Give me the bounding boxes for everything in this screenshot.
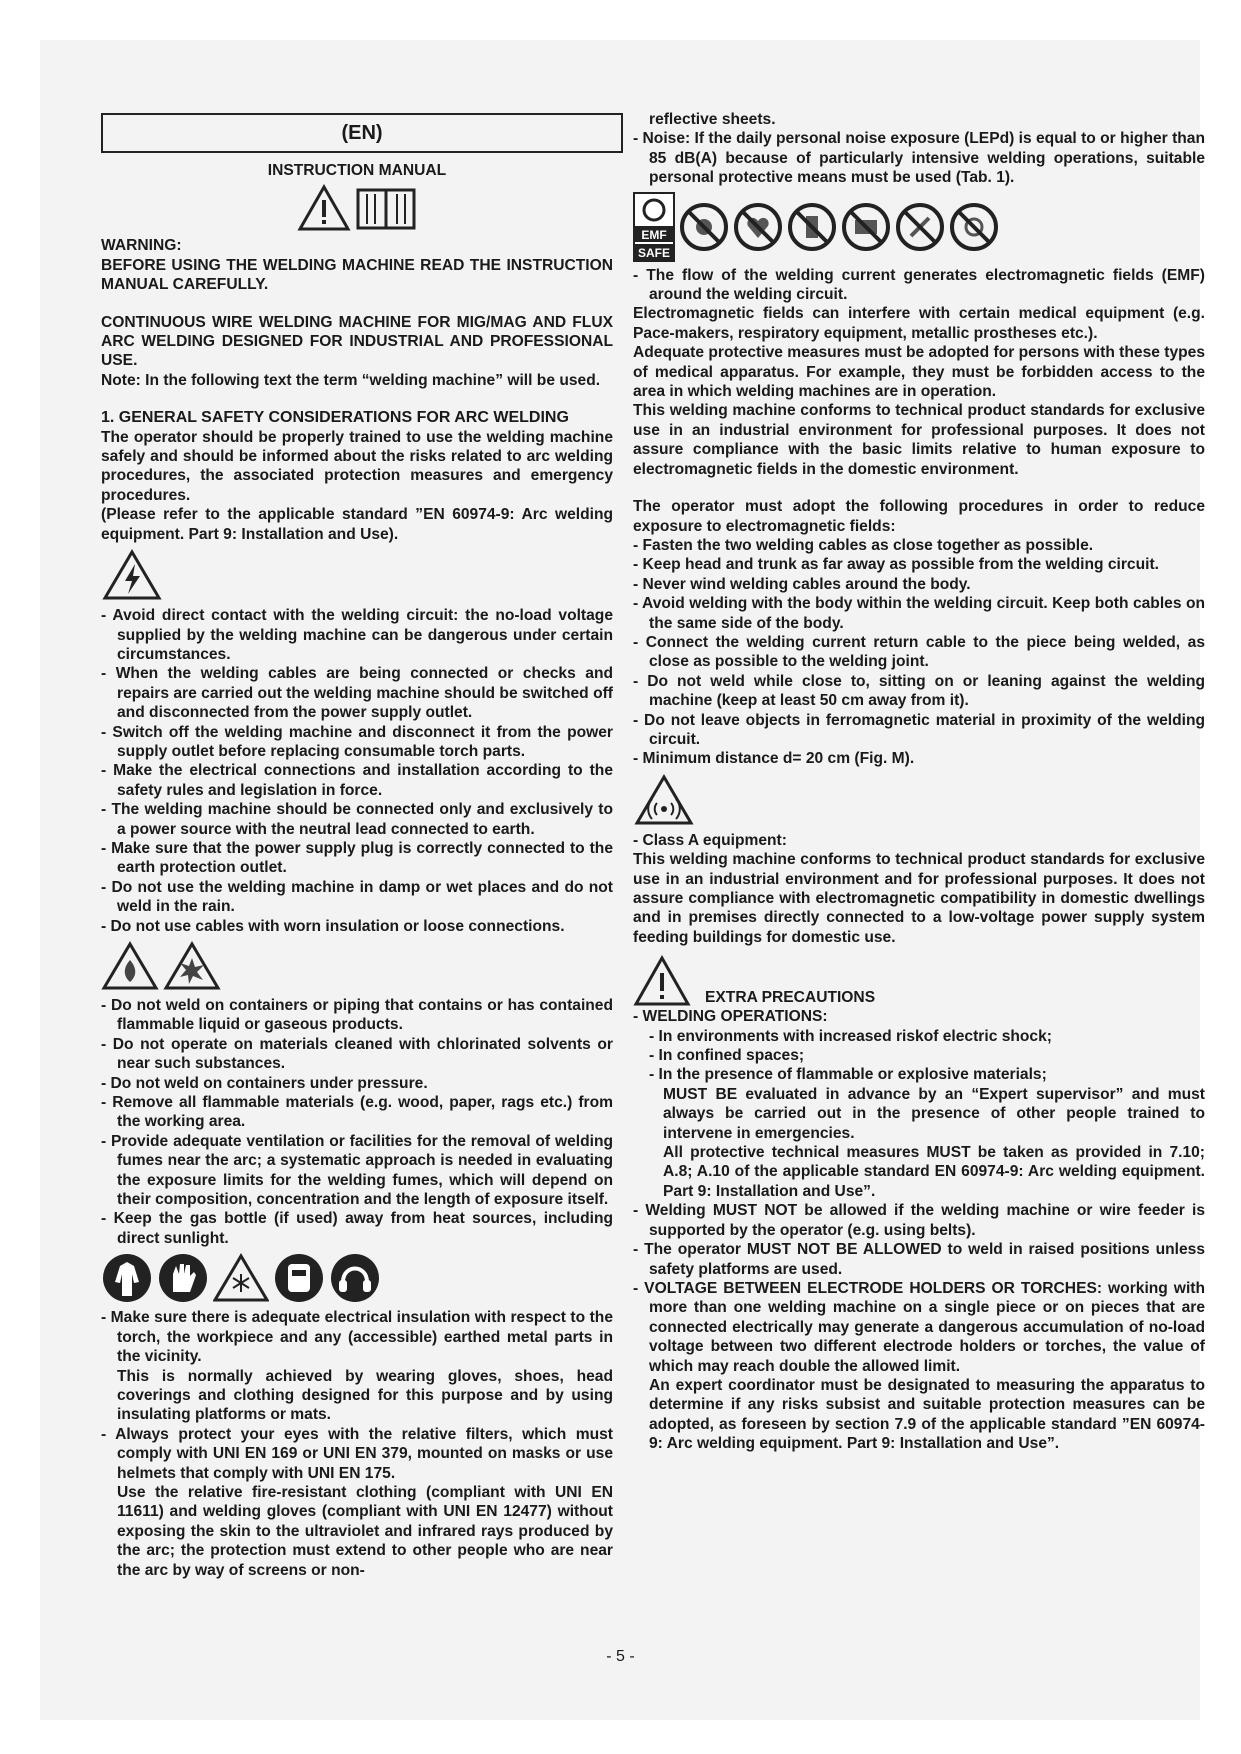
warning-triangle-icon	[297, 184, 351, 232]
book-manual-icon	[355, 184, 417, 232]
emf-prohibition-icons	[633, 192, 1205, 262]
section-paragraph: The operator should be properly trained to use the welding machine safely and should be informed about the risks related to arc welding procedures, the associated protection measures and emergency procedures.	[101, 428, 613, 504]
list-item: - The welding machine should be connected only and exclusively to a power source with the neutral lead connected to earth.	[101, 801, 613, 838]
protective-clothing-icon	[101, 1252, 153, 1304]
list-item: - Do not use the welding machine in damp or wet places and do not weld in the rain.	[101, 878, 613, 916]
list-item: - Switch off the welding machine and disconnect it from the power supply outlet before replacing consumable torch parts.	[101, 723, 613, 760]
left-column	[101, 113, 613, 1580]
no-contact-icon	[679, 202, 729, 252]
no-pacemaker-icon	[733, 202, 783, 252]
fire-hazard-list	[101, 996, 613, 1248]
list-item: - Do not use cables with worn insulation or loose connections.	[101, 917, 565, 935]
welding-operations-heading: - WELDING OPERATIONS:	[633, 1008, 828, 1026]
no-electronic-device-icon	[841, 202, 891, 252]
electric-hazard-icons	[101, 548, 613, 602]
coordinator-text: An expert coordinator must be designated to measuring the apparatus to determine if any risks subsist and suitable protection measures can be adopted, as foreseen by section 7.9 of the applicable standard ”EN 60974-9: Arc welding equipment. Part 9: Installation and Use”.	[649, 1376, 1205, 1453]
emf-paragraph: Adequate protective measures must be adopted for persons with these types of medical apparatus. For example, they must be forbidden access to the area in which welding machines are in operation.	[633, 344, 1205, 401]
no-tools-icon	[895, 202, 945, 252]
list-item: - The operator MUST NOT BE ALLOWED to weld in raised positions unless safety platforms are used.	[633, 1241, 1205, 1278]
list-item: - Never wind welding cables around the body.	[633, 575, 971, 593]
list-item: - Minimum distance d= 20 cm (Fig. M).	[633, 750, 915, 768]
list-item: - Do not leave objects in ferromagnetic material in proximity of the welding circuit.	[633, 711, 1205, 748]
list-item: - Keep head and trunk as far away as possible from the welding circuit.	[633, 556, 1159, 574]
list-item: - Remove all flammable materials (e.g. wood, paper, rags etc.) from the working area.	[101, 1094, 613, 1131]
list-item: - Avoid direct contact with the welding circuit: the no-load voltage supplied by the welding machine can be dangerous under certain circumstances.	[101, 607, 613, 663]
emf-safe-badge-icon	[633, 192, 675, 262]
operations-list	[633, 1027, 1205, 1085]
list-item: - Do not weld on containers or piping that contains or has contained flammable liquid or gaseous products.	[101, 997, 613, 1034]
list-item: - In environments with increased riskof electric shock;	[649, 1027, 1052, 1045]
product-description: CONTINUOUS WIRE WELDING MACHINE FOR MIG/MAG AND FLUX ARC WELDING DESIGNED FOR INDUSTRIAL AND PROFESSIONAL USE.	[101, 313, 613, 370]
extra-precautions-header	[633, 955, 1205, 1007]
list-item: - Keep the gas bottle (if used) away from heat sources, including direct sunlight.	[101, 1210, 613, 1247]
emf-item: - The flow of the welding current generates electromagnetic fields (EMF) around the welding circuit.	[633, 266, 1205, 304]
right-column	[633, 110, 1205, 1454]
list-item: - In the presence of flammable or explosive materials;	[649, 1066, 1047, 1084]
warning-label: WARNING:	[101, 237, 182, 255]
electric-hazard-list	[101, 606, 613, 936]
list-item: - Provide adequate ventilation or facilities for the removal of welding fumes near the arc; a systematic approach is needed in evaluating the exposure limits for the welding fumes, which will depend on their composition, concentration and the length of exposure itself.	[101, 1132, 613, 1209]
language-tag: (EN)	[101, 113, 623, 153]
list-item: - VOLTAGE BETWEEN ELECTRODE HOLDERS OR TORCHES: working with more than one welding machine on a single piece or on pieces that are connected electrically may generate a dangerous accumulation of no-load voltage between two different electrode holders or torches, the value of which may reach double the allowed limit.	[633, 1279, 1205, 1375]
extra-precautions-list	[633, 1201, 1205, 1376]
electric-shock-icon	[101, 548, 163, 602]
list-item: - Make sure that the power supply plug is correctly connected to the earth protection outlet.	[101, 839, 613, 877]
warning-text: BEFORE USING THE WELDING MACHINE READ THE INSTRUCTION MANUAL CAREFULLY.	[101, 256, 613, 294]
list-item: - Avoid welding with the body within the welding circuit. Keep both cables on the same side of the body.	[633, 595, 1205, 632]
operations-note: MUST BE evaluated in advance by an “Expert supervisor” and must always be carried out in the presence of other people trained to intervene in emergencies.	[663, 1085, 1205, 1142]
list-item: - In confined spaces;	[649, 1047, 805, 1065]
list-item: - Welding MUST NOT be allowed if the welding machine or wire feeder is supported by the operator (e.g. using belts).	[633, 1202, 1205, 1239]
procedures-intro: The operator must adopt the following procedures in order to reduce exposure to electromagnetic fields:	[633, 498, 1205, 535]
radio-wave-warning	[633, 773, 1205, 827]
section-heading: 1. GENERAL SAFETY CONSIDERATIONS FOR ARC WELDING	[101, 409, 569, 427]
list-item-continuation: This is normally achieved by wearing gloves, shoes, head coverings and clothing designed for this purpose and by using insulating platforms or mats.	[117, 1367, 613, 1424]
emf-badge-top-text: EMF	[641, 227, 667, 242]
extra-precautions-heading: EXTRA PRECAUTIONS	[705, 988, 876, 1006]
gloves-icon	[157, 1252, 209, 1304]
list-item: - Do not weld on containers under pressure.	[101, 1074, 428, 1092]
no-watch-icon	[949, 202, 999, 252]
list-item: - Make sure there is adequate electrical insulation with respect to the torch, the workpiece and any (accessible) earthed metal parts in the vicinity.	[101, 1309, 613, 1366]
emf-badge-bottom-text: SAFE	[637, 245, 671, 260]
list-item: - Fasten the two welding cables as close together as possible.	[633, 536, 1094, 554]
page-number: - 5 -	[606, 1648, 635, 1665]
fire-hazard-icon	[101, 940, 159, 992]
class-a-text: This welding machine conforms to technical product standards for exclusive use in an industrial environment and for professional purposes. It does not assure compliance with electromagnetic compatibility in domestic dwellings and in premises directly connected to a low-voltage power supply system feeding buildings for domestic use.	[633, 851, 1205, 946]
manual-icons	[101, 184, 613, 232]
intro-note: Note: In the following text the term “welding machine” will be used.	[101, 371, 601, 389]
emf-paragraph: This welding machine conforms to technical product standards for exclusive use in an industrial environment for professional purposes. It does not assure compliance with the basic limits relative to human exposure to electromagnetic fields in the domestic environment.	[633, 402, 1205, 478]
list-item: - Do not weld while close to, sitting on or leaning against the welding machine (keep at least 50 cm away from it).	[633, 672, 1205, 710]
radio-wave-warning-icon	[633, 773, 695, 827]
emf-procedures-list	[633, 536, 1205, 769]
noise-item: - Noise: If the daily personal noise exposure (LEPd) is equal to or higher than 85 dB(A) because of particularly intensive welding operations, suitable personal protective means must be used (Tab. 1).	[633, 130, 1205, 187]
emf-paragraph: Electromagnetic fields can interfere with certain medical equipment (e.g. Pace-makers, respiratory equipment, metallic prostheses etc.).	[633, 305, 1205, 342]
list-item: - Make the electrical connections and installation according to the safety rules and legislation in force.	[101, 762, 613, 799]
list-item: - Do not operate on materials cleaned with chlorinated solvents or near such substances.	[101, 1035, 613, 1073]
no-metal-implant-icon	[787, 202, 837, 252]
list-item: - When the welding cables are being connected or checks and repairs are carried out the welding machine should be switched off and disconnected from the power supply outlet.	[101, 665, 613, 722]
operations-note: All protective technical measures MUST be taken as provided in 7.10; A.8; A.10 of the applicable standard EN 60974-9: Arc welding equipment. Part 9: Installation and Use”.	[663, 1144, 1205, 1200]
ppe-icons	[101, 1252, 613, 1304]
list-item-continuation: Use the relative fire-resistant clothing (compliant with UNI EN 11611) and welding gloves (compliant with UNI EN 12477) without exposing the skin to the ultraviolet and infrared rays produced by the arc; the protection must extend to other people who are near the arc by way of screens or non-	[117, 1483, 613, 1579]
section-paragraph: (Please refer to the applicable standard ”EN 60974-9: Arc welding equipment. Part 9: Installation and Use).	[101, 506, 613, 543]
fire-hazard-icons	[101, 940, 613, 992]
warning-triangle-icon	[633, 955, 691, 1007]
arc-radiation-warning-icon	[213, 1252, 269, 1304]
list-item: - Connect the welding current return cable to the piece being welded, as close as possible to the welding joint.	[633, 633, 1205, 671]
face-shield-icon	[273, 1252, 325, 1304]
list-item: - Always protect your eyes with the relative filters, which must comply with UNI EN 169 or UNI EN 379, mounted on masks or use helmets that comply with UNI EN 175.	[101, 1425, 613, 1482]
class-a-item: - Class A equipment:	[633, 831, 787, 849]
ear-protection-icon	[329, 1252, 381, 1304]
manual-title: INSTRUCTION MANUAL	[267, 162, 447, 179]
continuation-text: reflective sheets.	[649, 111, 776, 128]
explosion-hazard-icon	[163, 940, 221, 992]
